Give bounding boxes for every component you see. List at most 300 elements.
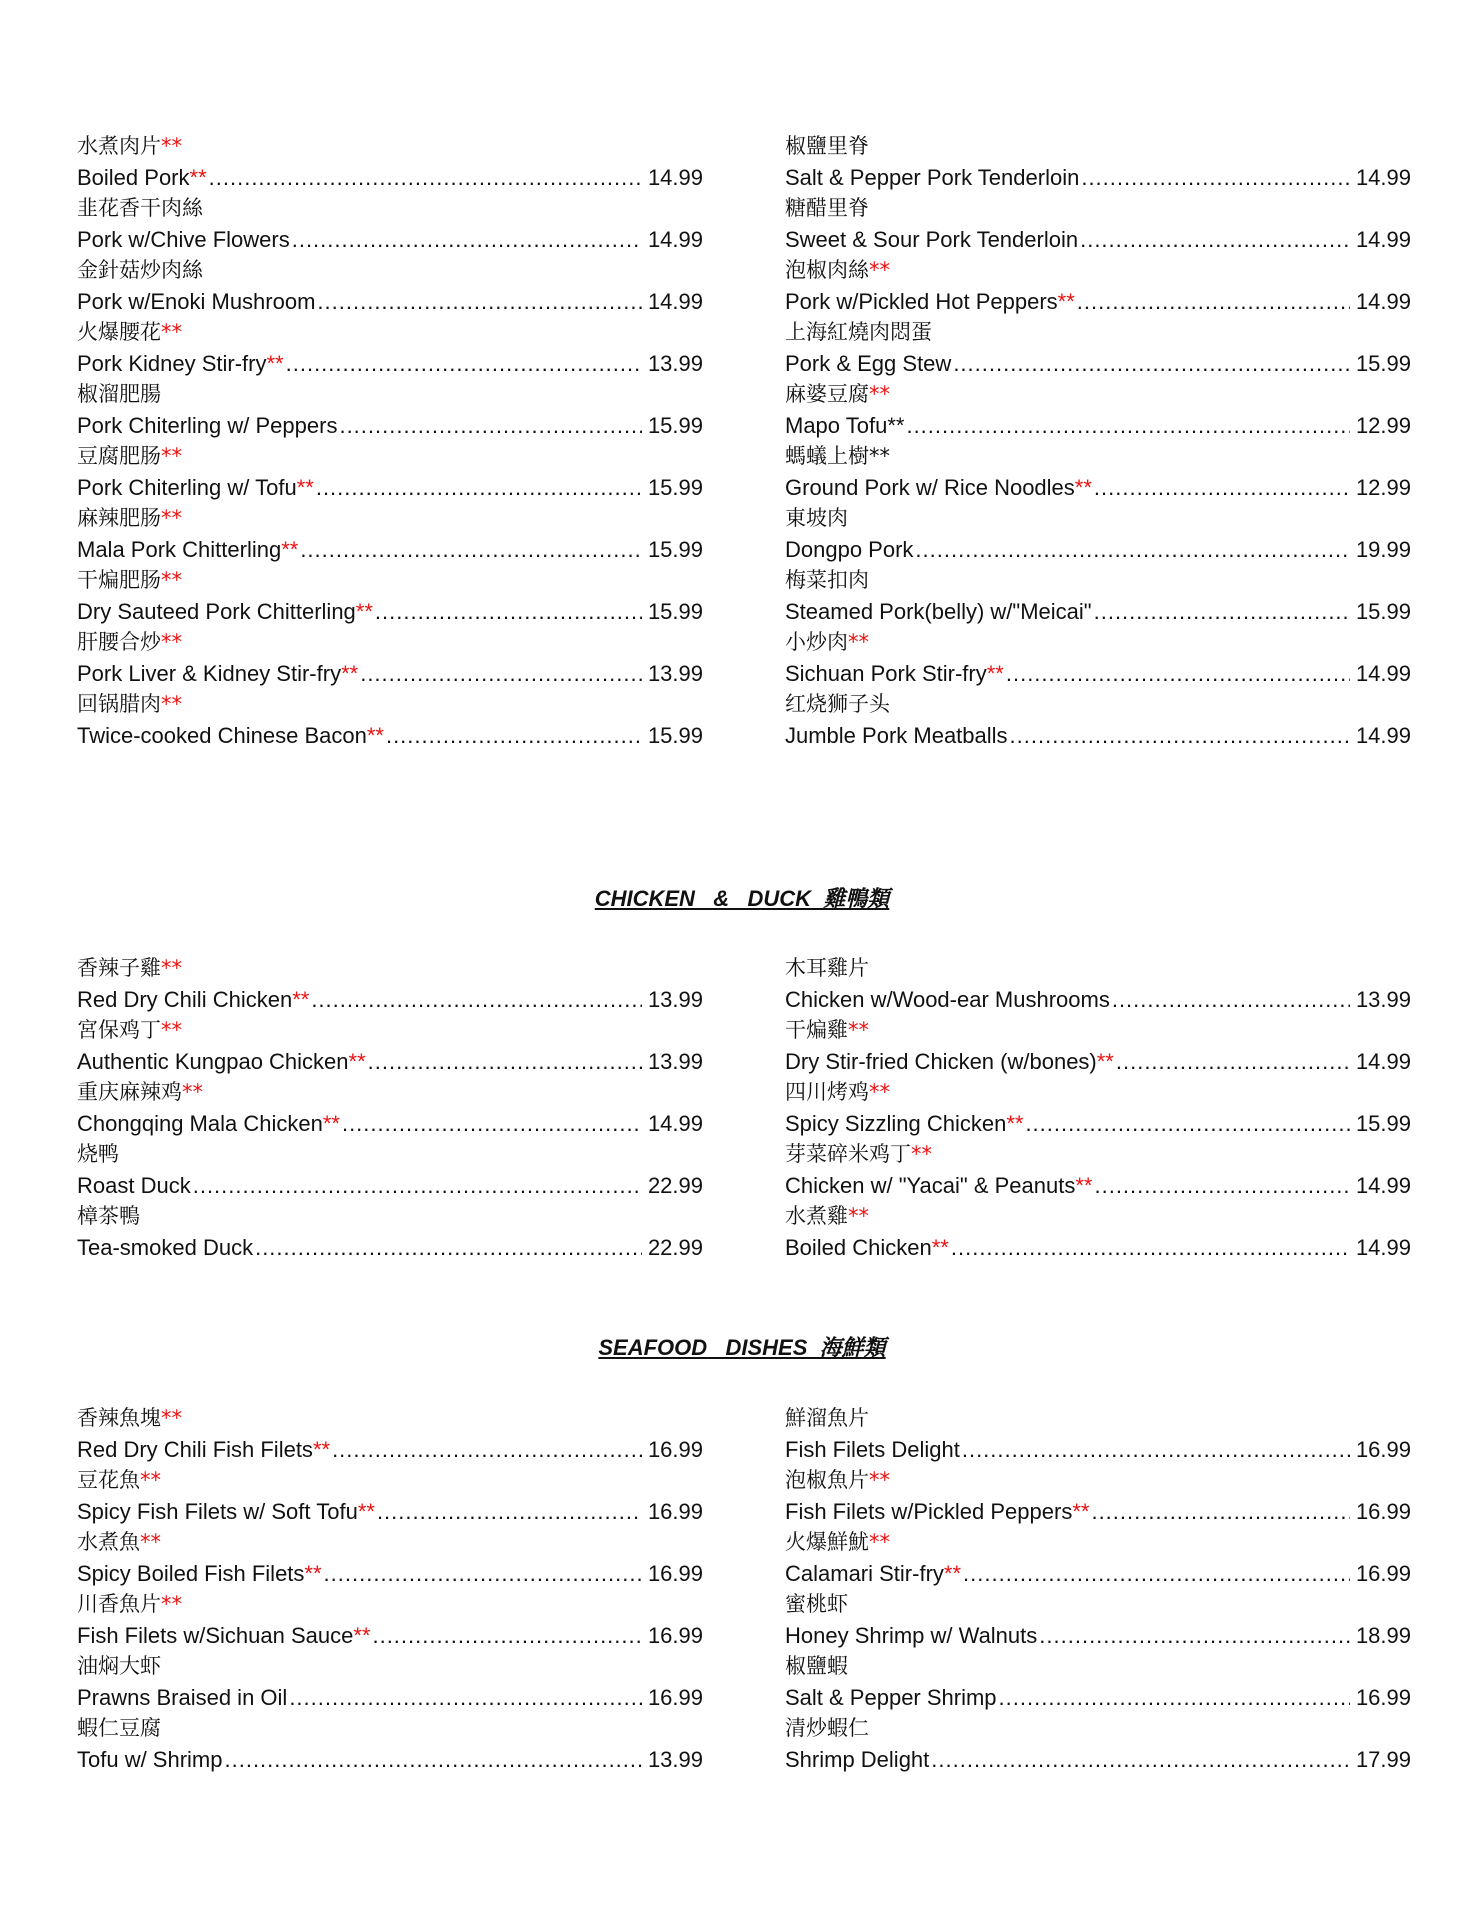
dish-english-text: Tofu w/ Shrimp xyxy=(77,1747,223,1772)
dish-english-line xyxy=(785,1046,1411,1077)
dish-price: 22.99 xyxy=(647,1173,703,1198)
dot-leader xyxy=(311,984,642,1015)
dish-english-line xyxy=(77,1046,703,1077)
dot-leader xyxy=(1094,472,1350,503)
menu-item xyxy=(77,255,703,317)
dot-leader xyxy=(289,1682,642,1713)
dish-price: 14.99 xyxy=(1355,165,1411,190)
menu-item xyxy=(785,1527,1411,1589)
dish-chinese-name xyxy=(785,503,1411,534)
dish-english-line xyxy=(785,534,1411,565)
seafood-left-column xyxy=(77,1403,703,1775)
dish-english-line xyxy=(77,162,703,193)
dot-leader xyxy=(316,472,642,503)
dish-chinese-name xyxy=(77,1589,703,1620)
dish-english-name xyxy=(77,1558,322,1589)
seafood-right-column xyxy=(785,1403,1411,1775)
dish-chinese-text: 火爆腰花 xyxy=(77,320,161,344)
dish-english-name xyxy=(77,1744,223,1775)
dish-english-name xyxy=(785,1108,1023,1139)
dish-chinese-text: 椒溜肥腸 xyxy=(77,382,161,406)
dish-english-line xyxy=(785,224,1411,255)
dot-leader xyxy=(324,1558,642,1589)
dot-leader xyxy=(292,224,642,255)
spicy-marker: ** xyxy=(1057,289,1075,314)
spicy-marker: ** xyxy=(848,1018,869,1042)
dish-chinese-name xyxy=(77,1465,703,1496)
menu-item xyxy=(785,193,1411,255)
spicy-marker: ** xyxy=(348,1049,366,1074)
dish-english-name xyxy=(77,1620,370,1651)
dish-english-line xyxy=(785,348,1411,379)
spicy-marker: ** xyxy=(161,320,182,344)
dish-price: 13.99 xyxy=(647,351,703,376)
menu-item xyxy=(77,565,703,627)
dish-chinese-text: 上海紅燒肉悶蛋 xyxy=(785,320,932,344)
dot-leader xyxy=(317,286,642,317)
spicy-marker: ** xyxy=(296,475,314,500)
dish-chinese-text: 水煮雞 xyxy=(785,1204,848,1228)
menu-item xyxy=(77,131,703,193)
dish-chinese-text: 蜜桃虾 xyxy=(785,1592,848,1616)
dish-chinese-name xyxy=(77,255,703,286)
dish-chinese-text: 小炒肉 xyxy=(785,630,848,654)
dot-leader xyxy=(209,162,642,193)
dot-leader xyxy=(375,596,642,627)
dish-chinese-name xyxy=(785,627,1411,658)
spicy-marker: ** xyxy=(1075,1173,1093,1198)
dish-chinese-name xyxy=(77,627,703,658)
dish-english-text: Pork & Egg Stew xyxy=(785,351,952,376)
dish-english-name xyxy=(785,720,1008,751)
dish-english-name xyxy=(77,348,284,379)
dish-chinese-text: 椒鹽蝦 xyxy=(785,1654,848,1678)
dish-english-line xyxy=(785,286,1411,317)
menu-item xyxy=(77,503,703,565)
dish-chinese-name xyxy=(785,565,1411,596)
dish-english-name xyxy=(785,1232,949,1263)
dish-chinese-text: 回锅腊肉 xyxy=(77,692,161,716)
dot-leader xyxy=(372,1620,641,1651)
dish-chinese-name xyxy=(785,1139,1411,1170)
dish-chinese-name xyxy=(785,1077,1411,1108)
dish-price: 16.99 xyxy=(647,1499,703,1524)
menu-item xyxy=(77,1713,703,1775)
spicy-marker: ** xyxy=(189,165,207,190)
menu-item xyxy=(785,131,1411,193)
dish-chinese-name xyxy=(77,131,703,162)
menu-item xyxy=(77,1077,703,1139)
dish-price: 14.99 xyxy=(647,289,703,314)
dish-chinese-name xyxy=(77,953,703,984)
spicy-marker: ** xyxy=(911,1142,932,1166)
dish-price: 15.99 xyxy=(647,723,703,748)
dish-price: 16.99 xyxy=(647,1623,703,1648)
spicy-marker: ** xyxy=(161,692,182,716)
dish-chinese-name xyxy=(77,441,703,472)
dot-leader xyxy=(953,348,1350,379)
dot-leader xyxy=(962,1434,1350,1465)
pork-right-column xyxy=(785,131,1411,751)
dish-english-name xyxy=(785,1744,929,1775)
dish-chinese-name xyxy=(77,1077,703,1108)
spicy-marker: ** xyxy=(161,568,182,592)
spicy-marker: ** xyxy=(266,351,284,376)
dish-english-name xyxy=(785,348,951,379)
dish-english-text: Chongqing Mala Chicken xyxy=(77,1111,323,1136)
spicy-marker: ** xyxy=(943,1561,962,1586)
dish-chinese-text: 豆腐肥肠 xyxy=(77,444,161,468)
dish-price: 14.99 xyxy=(1355,661,1411,686)
dish-english-text: Boiled Chicken xyxy=(785,1235,932,1260)
dot-leader xyxy=(1094,1170,1349,1201)
dish-english-name xyxy=(77,658,358,689)
dot-leader xyxy=(1039,1620,1350,1651)
dish-english-name xyxy=(77,224,290,255)
spicy-marker: ** xyxy=(869,1080,890,1104)
dish-chinese-text: 金針菇炒肉絲 xyxy=(77,258,203,282)
dish-chinese-text: 烧鸭 xyxy=(77,1142,119,1166)
dish-english-name xyxy=(77,596,373,627)
dish-chinese-name xyxy=(77,1015,703,1046)
dish-english-name xyxy=(785,658,1004,689)
dish-price: 13.99 xyxy=(647,661,703,686)
dish-price: 16.99 xyxy=(1355,1561,1411,1586)
dish-chinese-name xyxy=(77,1651,703,1682)
dish-english-text: Boiled Pork xyxy=(77,165,190,190)
dish-english-name xyxy=(77,1434,330,1465)
spicy-marker: ** xyxy=(1096,1049,1114,1074)
dish-english-line xyxy=(77,286,703,317)
dish-chinese-text: 樟茶鴨 xyxy=(77,1204,140,1228)
dish-english-line xyxy=(785,472,1411,503)
dot-leader xyxy=(999,1682,1350,1713)
dish-english-name xyxy=(77,1170,191,1201)
dish-english-line xyxy=(785,1682,1411,1713)
chicken-duck-heading: CHICKEN & DUCK 雞鴨類 xyxy=(594,886,890,911)
dot-leader xyxy=(377,1496,642,1527)
dish-english-name xyxy=(785,1496,1089,1527)
spicy-marker: ** xyxy=(312,1437,331,1462)
dish-chinese-name xyxy=(785,1651,1411,1682)
menu-item xyxy=(785,255,1411,317)
dish-english-text: Spicy Sizzling Chicken xyxy=(785,1111,1007,1136)
dish-english-text: Prawns Braised in Oil xyxy=(77,1685,288,1710)
dish-price: 13.99 xyxy=(647,987,703,1012)
dish-chinese-name xyxy=(785,1589,1411,1620)
dish-price: 14.99 xyxy=(647,227,703,252)
dish-price: 18.99 xyxy=(1355,1623,1411,1648)
dot-leader xyxy=(1010,720,1350,751)
dish-price: 14.99 xyxy=(1355,1173,1411,1198)
dish-chinese-name xyxy=(77,1713,703,1744)
dish-english-text: Steamed Pork(belly) w/"Meicai" xyxy=(785,599,1092,624)
dish-chinese-text: 螞蟻上樹** xyxy=(785,444,890,468)
dish-chinese-text: 火爆鮮魷 xyxy=(785,1530,869,1554)
dish-english-text: Chicken w/Wood-ear Mushrooms xyxy=(785,987,1110,1012)
dish-chinese-text: 椒鹽里脊 xyxy=(785,134,869,158)
dish-english-line xyxy=(785,410,1411,441)
dish-english-line xyxy=(77,410,703,441)
dish-chinese-name xyxy=(785,689,1411,720)
spicy-marker: ** xyxy=(161,630,182,654)
dot-leader xyxy=(1080,224,1350,255)
dish-chinese-name xyxy=(785,1713,1411,1744)
dish-chinese-text: 泡椒肉絲 xyxy=(785,258,869,282)
dish-english-line xyxy=(785,658,1411,689)
dish-english-text: Red Dry Chili Chicken xyxy=(77,987,293,1012)
dot-leader xyxy=(368,1046,642,1077)
dish-english-name xyxy=(785,534,913,565)
spicy-marker: ** xyxy=(353,1623,371,1648)
spicy-marker: ** xyxy=(869,1468,890,1492)
dish-chinese-text: 四川烤鸡 xyxy=(785,1080,869,1104)
menu-item xyxy=(77,317,703,379)
dish-price: 15.99 xyxy=(1355,351,1411,376)
menu-item xyxy=(77,441,703,503)
spicy-marker: ** xyxy=(1006,1111,1024,1136)
dot-leader xyxy=(225,1744,642,1775)
dish-english-line xyxy=(785,1558,1411,1589)
dish-english-line xyxy=(785,596,1411,627)
dish-english-line xyxy=(77,1496,703,1527)
dish-chinese-text: 東坡肉 xyxy=(785,506,848,530)
menu-item xyxy=(77,1139,703,1201)
dish-english-text: Pork w/Enoki Mushroom xyxy=(77,289,316,314)
menu-item xyxy=(77,1527,703,1589)
dish-chinese-text: 清炒蝦仁 xyxy=(785,1716,869,1740)
dish-english-name xyxy=(77,1046,366,1077)
dish-price: 15.99 xyxy=(647,475,703,500)
dish-english-line xyxy=(77,224,703,255)
dish-chinese-name xyxy=(77,1201,703,1232)
dish-chinese-name xyxy=(77,565,703,596)
dish-price: 22.99 xyxy=(647,1235,703,1260)
dish-english-name xyxy=(785,1170,1092,1201)
dish-chinese-text: 香辣魚塊 xyxy=(77,1406,161,1430)
dish-english-line xyxy=(785,1108,1411,1139)
dish-english-line xyxy=(785,984,1411,1015)
dot-leader xyxy=(1006,658,1350,689)
dish-english-line xyxy=(77,658,703,689)
dish-english-line xyxy=(77,1558,703,1589)
spicy-marker: ** xyxy=(986,661,1004,686)
dish-chinese-text: 木耳雞片 xyxy=(785,956,869,980)
dish-english-text: Fish Filets Delight xyxy=(785,1437,960,1462)
dish-chinese-name xyxy=(785,1465,1411,1496)
dish-english-name xyxy=(77,1108,340,1139)
menu-item xyxy=(77,379,703,441)
dish-chinese-name xyxy=(77,503,703,534)
dish-price: 14.99 xyxy=(1355,289,1411,314)
dot-leader xyxy=(1081,162,1350,193)
dish-chinese-name xyxy=(785,1015,1411,1046)
dish-chinese-name xyxy=(785,1527,1411,1558)
dish-chinese-text: 芽菜碎米鸡丁 xyxy=(785,1142,911,1166)
chicken-left-column xyxy=(77,953,703,1263)
menu-item xyxy=(785,503,1411,565)
dish-price: 13.99 xyxy=(647,1747,703,1772)
dish-english-line xyxy=(77,1682,703,1713)
dish-price: 14.99 xyxy=(647,1111,703,1136)
spicy-marker: ** xyxy=(161,444,182,468)
dot-leader xyxy=(255,1232,642,1263)
menu-item xyxy=(785,1713,1411,1775)
dish-english-text: Mapo Tofu** xyxy=(785,413,905,438)
dish-english-line xyxy=(77,1620,703,1651)
menu-item xyxy=(785,1651,1411,1713)
dish-english-text: Fish Filets w/Sichuan Sauce xyxy=(77,1623,354,1648)
dish-english-text: Tea-smoked Duck xyxy=(77,1235,254,1260)
menu-item xyxy=(77,689,703,751)
menu-item xyxy=(785,1589,1411,1651)
dot-leader xyxy=(193,1170,642,1201)
dish-price: 16.99 xyxy=(647,1561,703,1586)
menu-item xyxy=(785,1077,1411,1139)
spicy-marker: ** xyxy=(869,382,890,406)
dish-chinese-text: 水煮肉片 xyxy=(77,134,161,158)
dish-price: 17.99 xyxy=(1355,1747,1411,1772)
dish-english-name xyxy=(785,472,1092,503)
dish-chinese-text: 梅菜扣肉 xyxy=(785,568,869,592)
dish-price: 13.99 xyxy=(647,1049,703,1074)
spicy-marker: ** xyxy=(848,630,869,654)
seafood-heading: SEAFOOD DISHES 海鮮類 xyxy=(598,1335,886,1360)
dot-leader xyxy=(1112,984,1350,1015)
spicy-marker: ** xyxy=(848,1204,869,1228)
spicy-marker: ** xyxy=(1072,1499,1090,1524)
spicy-marker: ** xyxy=(869,258,890,282)
dish-english-text: Dry Stir-fried Chicken (w/bones) xyxy=(785,1049,1097,1074)
dish-price: 15.99 xyxy=(1355,599,1411,624)
dot-leader xyxy=(1091,1496,1349,1527)
dish-english-name xyxy=(77,410,337,441)
dish-english-line xyxy=(785,1496,1411,1527)
dish-price: 14.99 xyxy=(1355,1235,1411,1260)
menu-item xyxy=(785,317,1411,379)
dish-price: 16.99 xyxy=(1355,1685,1411,1710)
dish-chinese-text: 泡椒魚片 xyxy=(785,1468,869,1492)
dish-chinese-text: 鮮溜魚片 xyxy=(785,1406,869,1430)
dish-english-name xyxy=(77,534,298,565)
dish-english-text: Roast Duck xyxy=(77,1173,191,1198)
menu-item xyxy=(77,1201,703,1263)
spicy-marker: ** xyxy=(355,599,373,624)
spicy-marker: ** xyxy=(182,1080,203,1104)
dish-english-name xyxy=(785,1620,1037,1651)
dot-leader xyxy=(1077,286,1350,317)
dish-english-text: Pork Chiterling w/ Peppers xyxy=(77,413,338,438)
dot-leader xyxy=(360,658,642,689)
menu-item xyxy=(785,627,1411,689)
spicy-marker: ** xyxy=(161,506,182,530)
dish-chinese-text: 川香魚片 xyxy=(77,1592,161,1616)
chicken-right-column xyxy=(785,953,1411,1263)
menu-item xyxy=(77,1015,703,1077)
dish-english-text: Sweet & Sour Pork Tenderloin xyxy=(785,227,1079,252)
dot-leader xyxy=(951,1232,1350,1263)
dish-english-line xyxy=(77,1434,703,1465)
dish-english-text: Dongpo Pork xyxy=(785,537,914,562)
dish-price: 16.99 xyxy=(647,1685,703,1710)
dish-english-text: Honey Shrimp w/ Walnuts xyxy=(785,1623,1038,1648)
dish-english-line xyxy=(77,1170,703,1201)
spicy-marker: ** xyxy=(161,956,182,980)
dish-chinese-text: 麻婆豆腐 xyxy=(785,382,869,406)
dish-english-line xyxy=(785,720,1411,751)
dish-chinese-text: 油焖大虾 xyxy=(77,1654,161,1678)
dish-price: 15.99 xyxy=(647,599,703,624)
spicy-marker: ** xyxy=(161,1018,182,1042)
dish-english-text: Pork w/Pickled Hot Peppers xyxy=(785,289,1058,314)
dish-english-name xyxy=(77,720,384,751)
dish-price: 15.99 xyxy=(1355,1111,1411,1136)
menu-item xyxy=(77,1651,703,1713)
dish-english-name xyxy=(77,984,309,1015)
dish-price: 14.99 xyxy=(1355,227,1411,252)
dish-chinese-name xyxy=(785,953,1411,984)
dish-chinese-name xyxy=(785,1201,1411,1232)
dish-chinese-text: 肝腰合炒 xyxy=(77,630,161,654)
dot-leader xyxy=(915,534,1350,565)
dish-price: 16.99 xyxy=(647,1437,703,1462)
dish-chinese-text: 韭花香干肉絲 xyxy=(77,196,203,220)
menu-item xyxy=(785,953,1411,1015)
dish-chinese-name xyxy=(77,193,703,224)
menu-item xyxy=(785,1465,1411,1527)
dish-english-text: Pork Kidney Stir-fry xyxy=(77,351,267,376)
dish-price: 15.99 xyxy=(647,413,703,438)
dot-leader xyxy=(906,410,1349,441)
menu-item xyxy=(785,1139,1411,1201)
dish-english-text: Sichuan Pork Stir-fry xyxy=(785,661,987,686)
dish-english-line xyxy=(77,984,703,1015)
dish-english-text: Chicken w/ "Yacai" & Peanuts xyxy=(785,1173,1076,1198)
dish-english-text: Twice-cooked Chinese Bacon xyxy=(77,723,367,748)
dish-chinese-text: 干煸雞 xyxy=(785,1018,848,1042)
menu-item xyxy=(77,627,703,689)
dish-english-name xyxy=(785,1046,1114,1077)
dish-english-text: Spicy Fish Filets w/ Soft Tofu xyxy=(77,1499,358,1524)
dish-chinese-text: 干煸肥肠 xyxy=(77,568,161,592)
dish-english-name xyxy=(77,472,314,503)
dish-english-line xyxy=(77,1744,703,1775)
dish-chinese-name xyxy=(77,689,703,720)
dot-leader xyxy=(339,410,641,441)
dish-chinese-text: 麻辣肥肠 xyxy=(77,506,161,530)
dot-leader xyxy=(1094,596,1350,627)
dish-chinese-name xyxy=(785,193,1411,224)
dish-english-line xyxy=(785,1620,1411,1651)
menu-item xyxy=(785,379,1411,441)
dish-english-name xyxy=(785,596,1092,627)
spicy-marker: ** xyxy=(161,1406,182,1430)
spicy-marker: ** xyxy=(931,1235,949,1260)
menu-item xyxy=(785,565,1411,627)
menu-item xyxy=(785,1015,1411,1077)
menu-item xyxy=(77,953,703,1015)
spicy-marker: ** xyxy=(281,537,299,562)
dish-chinese-text: 豆花魚 xyxy=(77,1468,140,1492)
menu-item xyxy=(785,689,1411,751)
spicy-marker: ** xyxy=(341,661,359,686)
dish-chinese-text: 蝦仁豆腐 xyxy=(77,1716,161,1740)
spicy-marker: ** xyxy=(140,1530,161,1554)
dish-english-text: Spicy Boiled Fish Filets xyxy=(77,1561,305,1586)
dish-chinese-text: 水煮魚 xyxy=(77,1530,140,1554)
dish-chinese-name xyxy=(785,255,1411,286)
dish-price: 12.99 xyxy=(1355,413,1411,438)
